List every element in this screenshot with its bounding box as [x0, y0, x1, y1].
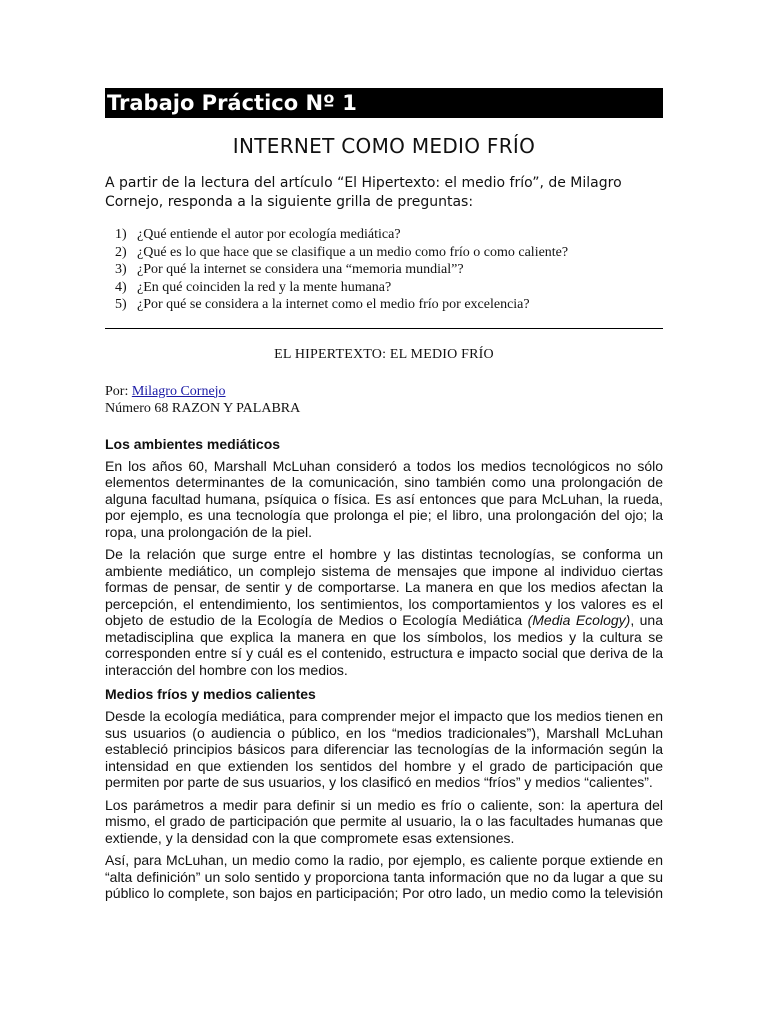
author-link[interactable]: Milagro Cornejo — [131, 383, 226, 399]
paragraph-text: De la relación que surge entre el hombre y las distintas tecnologías, se conforma un ambiente mediático, un complejo sistema de mensajes que impone al individuo ciertas formas de pensar, de sentir y de comportarse. La manera en que los medios afectan la percepción, el entendimiento, los sentimientos, los comportamientos y los valores es el objeto de estudio de la Ecología de Medios o Ecología Mediática — [105, 546, 663, 628]
question-text: ¿Por qué se considera a la internet como el medio frío por excelencia? — [137, 297, 530, 312]
body-paragraph: En los años 60, Marshall McLuhan consideró a todos los medios tecnológicos no sólo elementos determinantes de la comunicación, sino también como una prolongación de alguna facultad humana, psíquica o física. Es así entonces que para McLuhan, la rueda, por ejemplo, es una tecnología que prolonga el pie; el libro, una prolongación del ojo; la ropa, una prolongación de la piel. — [105, 457, 663, 540]
issue-label: Número 68 RAZON Y PALABRA — [105, 401, 301, 416]
question-number: 1) — [115, 227, 127, 242]
question-text: ¿Por qué la internet se considera una “memoria mundial”? — [137, 262, 464, 277]
question-text: ¿Qué es lo que hace que se clasifique a un medio como frío o como caliente? — [137, 244, 569, 260]
article-title: EL HIPERTEXTO: EL MEDIO FRÍO — [274, 346, 494, 362]
question-number: 4) — [115, 279, 127, 295]
body-paragraph: Los parámetros a medir para definir si un medio es frío o caliente, son: la apertura del mismo, el grado de participación que permite al usuario, la o las facultades humanas que extiende, y la densidad con la que compromete esas extensiones. — [105, 796, 663, 846]
body-paragraph: Así, para McLuhan, un medio como la radio, por ejemplo, es caliente porque extiende en “alta definición” un solo sentido y proporciona tanta información que no da lugar a que su público lo complete, son bajos en participación; Por otro lado, un medio como la televisión — [105, 852, 663, 901]
section-heading: Los ambientes mediáticos — [105, 435, 281, 452]
byline-prefix: Por: — [105, 383, 132, 399]
question-text: ¿En qué coinciden la red y la mente humana? — [137, 279, 392, 295]
section-divider — [105, 328, 663, 329]
question-item — [115, 244, 673, 262]
question-text: ¿Qué entiende el autor por ecología mediática? — [137, 227, 401, 242]
question-number: 5) — [115, 297, 127, 312]
body-paragraph — [105, 546, 663, 678]
document-subtitle: INTERNET COMO MEDIO FRÍO — [232, 134, 536, 158]
question-item — [115, 279, 673, 297]
question-list — [105, 226, 663, 314]
section-heading: Medios fríos y medios calientes — [105, 686, 316, 702]
emphasis-text: (Media Ecology) — [527, 612, 631, 628]
question-item — [115, 296, 673, 314]
question-item — [115, 226, 673, 244]
paragraph-text: , una metadisciplina que explica la manera en que los símbolos, los medios y la cultura se corresponden entre sí y cuál es el contenido, estructura e impacto social que deriva de la interacción del hombre con los medios. — [105, 612, 664, 678]
body-paragraph: Desde la ecología mediática, para comprender mejor el impacto que los medios tienen en sus usuarios (o audiencia o público, en los “medios tradicionales”), Marshall McLuhan estableció principios básicos para diferenciar las tecnologías de la información según la intensidad en que extienden los sentidos del hombre y el grado de participación que permiten por parte de sus usuarios, y los clasificó en medios “fríos” y medios “calientes”. — [105, 708, 663, 790]
document-title: Trabajo Práctico Nº 1 — [105, 88, 663, 118]
question-number: 2) — [115, 244, 127, 260]
document-page — [105, 88, 663, 908]
question-number: 3) — [115, 262, 127, 277]
byline — [105, 383, 663, 418]
intro-paragraph: A partir de la lectura del artículo “El Hipertexto: el medio frío”, de Milagro Cornejo, responda a la siguiente grilla de preguntas: — [105, 175, 622, 210]
question-item — [115, 261, 673, 279]
